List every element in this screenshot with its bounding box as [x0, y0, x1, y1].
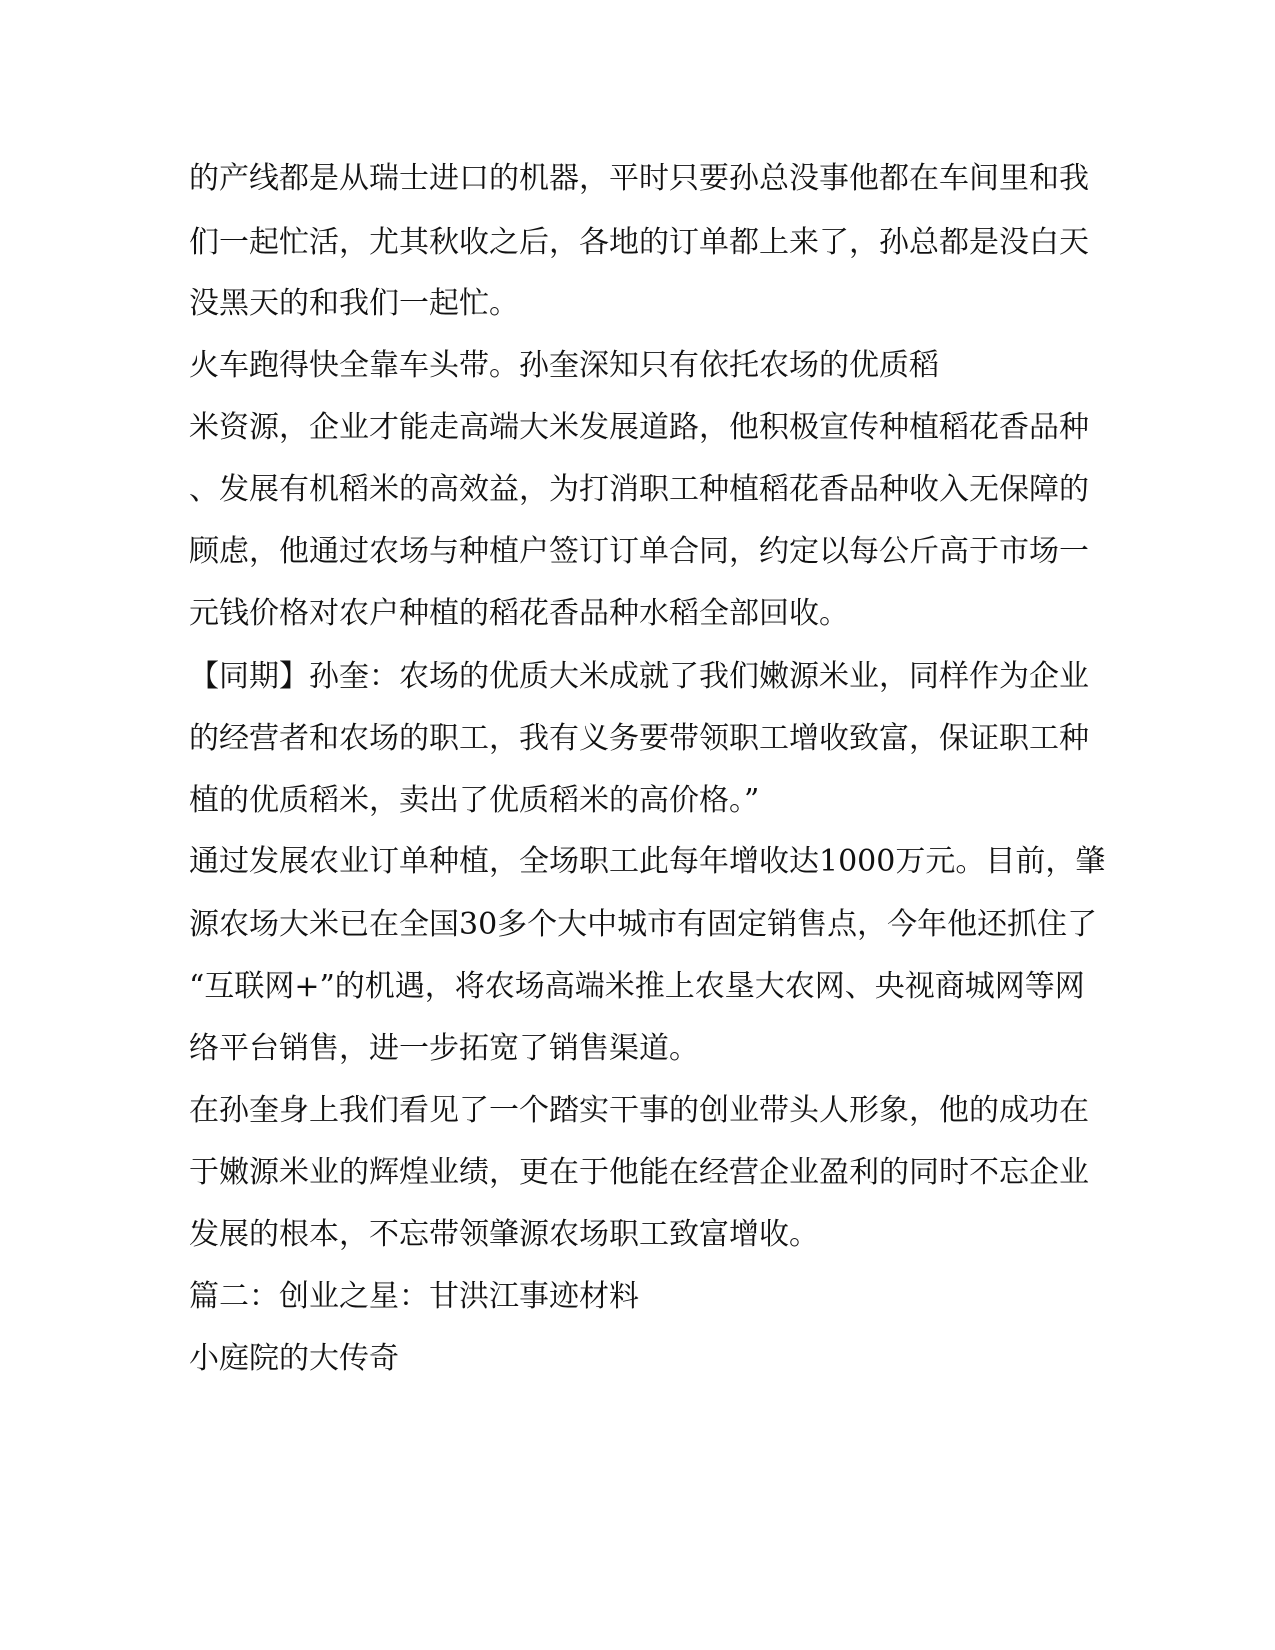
text-line-4: 火车跑得快全靠车头带。孙奎深知只有依托农场的优质稻: [189, 348, 939, 383]
text-line-7: 顾虑，他通过农场与种植户签订订单合同，约定以每公斤高于市场一: [189, 534, 1089, 569]
text-line-6: 、发展有机稻米的高效益，为打消职工种植稻花香品种收入无保障的: [189, 472, 1089, 507]
text-line-11: 植的优质稻米，卖出了优质稻米的高价格。”: [189, 783, 760, 818]
section-heading: 篇二：创业之星：甘洪江事迹材料: [189, 1279, 639, 1314]
text-line-15: 络平台销售，进一步拓宽了销售渠道。: [189, 1031, 699, 1066]
text-line-10: 的经营者和农场的职工，我有义务要带领职工增收致富，保证职工种: [189, 721, 1089, 756]
text-line-14: “互联网+”的机遇，将农场高端米推上农垦大农网、央视商城网等网: [189, 969, 1085, 1004]
text-line-3: 没黑天的和我们一起忙。: [189, 286, 519, 321]
text-line-1: 的产线都是从瑞士进口的机器，平时只要孙总没事他都在车间里和我: [189, 161, 1089, 196]
text-line-18: 发展的根本，不忘带领肇源农场职工致富增收。: [189, 1217, 819, 1252]
text-line-2: 们一起忙活，尤其秋收之后，各地的订单都上来了，孙总都是没白天: [189, 225, 1089, 260]
text-line-13: 源农场大米已在全国30多个大中城市有固定销售点，今年他还抓住了: [189, 907, 1098, 942]
text-line-17: 于嫩源米业的辉煌业绩，更在于他能在经营企业盈利的同时不忘企业: [189, 1155, 1089, 1190]
text-line-8: 元钱价格对农户种植的稻花香品种水稻全部回收。: [189, 596, 849, 631]
text-line-16: 在孙奎身上我们看见了一个踏实干事的创业带头人形象，他的成功在: [189, 1093, 1089, 1128]
text-line-12: 通过发展农业订单种植，全场职工此每年增收达1000万元。目前，肇: [189, 844, 1106, 879]
section-subtitle: 小庭院的大传奇: [189, 1341, 399, 1376]
text-line-5: 米资源，企业才能走高端大米发展道路，他积极宣传种植稻花香品种: [189, 410, 1089, 445]
text-line-9: 【同期】孙奎：农场的优质大米成就了我们嫩源米业，同样作为企业: [189, 659, 1089, 694]
